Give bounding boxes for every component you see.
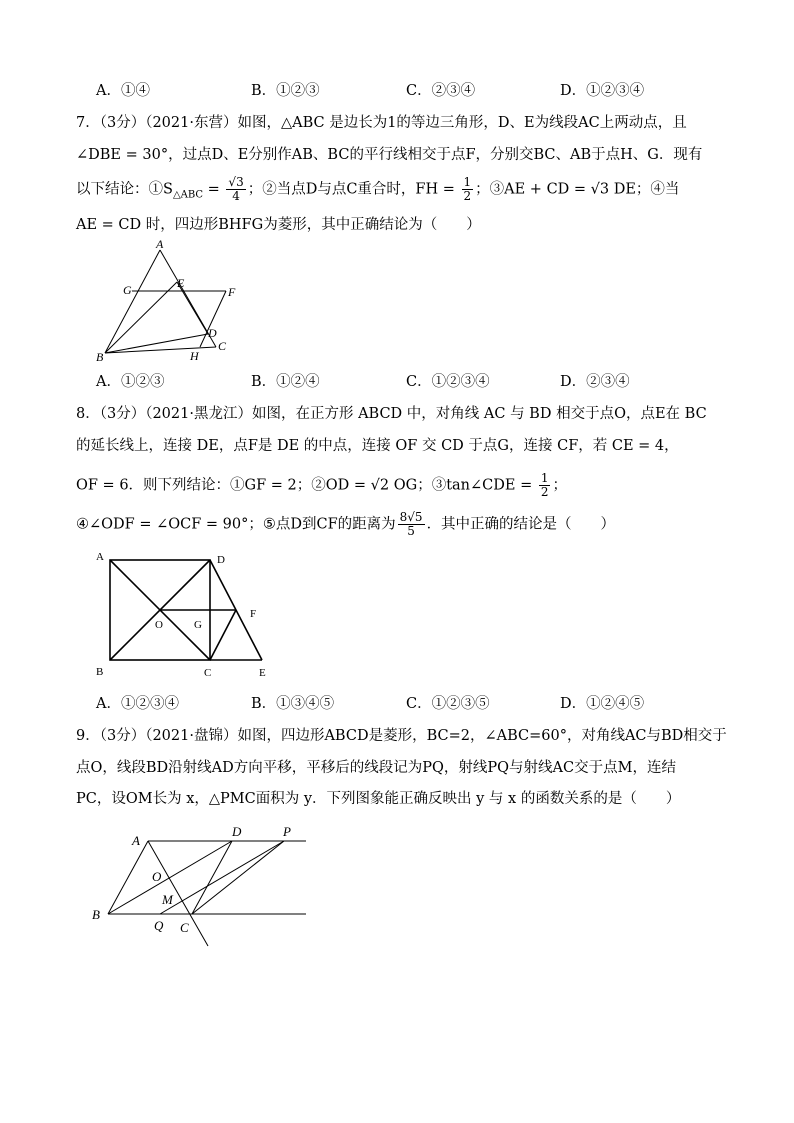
q9-label-q: Q bbox=[154, 918, 164, 933]
q7-label-d: D bbox=[208, 326, 217, 340]
q7-figure bbox=[90, 240, 250, 365]
q6-option-c: C．②③④ bbox=[406, 83, 476, 99]
q8-option-a: A．①②③④ bbox=[96, 696, 179, 712]
q8-line4-a: ④∠ODF = ∠OCF = 90°；⑤点D到CF的距离为 bbox=[76, 516, 396, 533]
q8-frac2-num: 8√5 bbox=[399, 510, 423, 524]
q8-fraction-tan bbox=[539, 472, 551, 499]
q7-frac-num: √3 bbox=[228, 175, 244, 189]
q8-line3-a: OF = 6．则下列结论：①GF = 2；②OD = √2 OG；③tan∠CDE = bbox=[76, 477, 537, 494]
q8-label-f: F bbox=[250, 608, 257, 620]
q9-label-m: M bbox=[162, 892, 173, 907]
q8-label-b: B bbox=[96, 666, 104, 678]
q7-label-h: H bbox=[190, 349, 199, 363]
q8-line3-b: ； bbox=[552, 477, 567, 494]
q6-option-b: B．①②③ bbox=[251, 83, 320, 99]
q8-label-c: C bbox=[204, 667, 212, 679]
q7-frac2-num: 1 bbox=[463, 175, 472, 189]
q9-text-line-1: 9．（3分）（2021·盘锦）如图，四边形ABCD是菱形，BC=2，∠ABC=60°，对角线AC与BD相交于 bbox=[76, 728, 727, 744]
q7-label-a: A bbox=[156, 240, 164, 251]
q7-line3-sub: △ABC bbox=[172, 189, 204, 201]
q7-option-d: D．②③④ bbox=[560, 374, 630, 390]
q8-frac-num: 1 bbox=[540, 471, 549, 485]
q8-label-d: D bbox=[217, 554, 225, 566]
q9-label-d: D bbox=[232, 824, 242, 839]
q9-label-o: O bbox=[152, 869, 162, 884]
q7-frac2-den: 2 bbox=[463, 189, 472, 203]
q8-label-g: G bbox=[194, 619, 202, 631]
q7-option-c: C．①②③④ bbox=[406, 374, 490, 390]
q7-text-line-4: AE = CD 时，四边形BHFG为菱形，其中正确结论为（ ） bbox=[76, 217, 481, 233]
q9-label-a: A bbox=[132, 833, 140, 848]
q9-label-b: B bbox=[92, 907, 100, 922]
q8-figure bbox=[90, 545, 280, 683]
q8-text-line-3 bbox=[76, 472, 567, 499]
q7-label-c: C bbox=[218, 339, 227, 353]
q6-option-a: A．①④ bbox=[96, 83, 150, 99]
q7-label-f: F bbox=[228, 285, 236, 299]
q8-option-c: C．①②③⑤ bbox=[406, 696, 490, 712]
q7-option-b: B．①②④ bbox=[251, 374, 320, 390]
q9-label-p: P bbox=[283, 824, 291, 839]
q9-text-line-2: 点O，线段BD沿射线AD方向平移，平移后的线段记为PQ，射线PQ与射线AC交于点M，连结 bbox=[76, 760, 676, 776]
q8-text-line-1: 8．（3分）（2021·黑龙江）如图，在正方形 ABCD 中，对角线 AC 与 BD 相交于点O，点E在 BC bbox=[76, 406, 707, 422]
q8-label-o: O bbox=[155, 619, 163, 631]
q7-fraction-area bbox=[226, 176, 245, 203]
q8-label-e: E bbox=[259, 667, 266, 679]
q7-text-line-1: 7．（3分）（2021·东营）如图，△ABC 是边长为1的等边三角形，D、E为线段AC上两动点，且 bbox=[76, 115, 687, 131]
q9-text-line-3: PC，设OM长为 x，△PMC面积为 y．下列图象能正确反映出 y 与 x 的函数关系的是（ ） bbox=[76, 791, 681, 807]
q6-option-d: D．①②③④ bbox=[560, 83, 645, 99]
q7-line3-b: = bbox=[203, 181, 225, 198]
q8-frac-den: 2 bbox=[540, 485, 549, 499]
q7-text-line-3 bbox=[76, 176, 679, 205]
q7-line3-a: 以下结论：①S bbox=[76, 181, 173, 198]
q7-label-b: B bbox=[96, 350, 104, 364]
q8-line4-b: ．其中正确的结论是（ ） bbox=[426, 516, 616, 533]
q7-line3-d: ；③AE + CD = √3 DE；④当 bbox=[475, 181, 680, 198]
q7-frac-den: 4 bbox=[232, 189, 240, 203]
q7-line3-c: ；②当点D与点C重合时，FH = bbox=[247, 181, 460, 198]
q8-text-line-2: 的延长线上，连接 DE，点F是 DE 的中点，连接 OF 交 CD 于点G，连接 CF，若 CE = 4， bbox=[76, 438, 679, 454]
q8-option-b: B．①③④⑤ bbox=[251, 696, 335, 712]
q7-text-line-2: ∠DBE = 30°，过点D、E分别作AB、BC的平行线相交于点F，分别交BC、AB于点H、G．现有 bbox=[76, 147, 703, 163]
q9-figure bbox=[88, 820, 318, 952]
q8-text-line-4 bbox=[76, 511, 615, 538]
q7-option-a: A．①②③ bbox=[96, 374, 165, 390]
q8-label-a: A bbox=[96, 551, 104, 563]
q9-label-c: C bbox=[180, 920, 189, 935]
q7-label-e: E bbox=[177, 276, 185, 290]
q8-frac2-den: 5 bbox=[407, 524, 415, 538]
q8-fraction-distance bbox=[398, 511, 425, 538]
q7-label-g: G bbox=[123, 283, 132, 297]
q8-option-d: D．①②④⑤ bbox=[560, 696, 645, 712]
q7-fraction-fh bbox=[462, 176, 474, 203]
